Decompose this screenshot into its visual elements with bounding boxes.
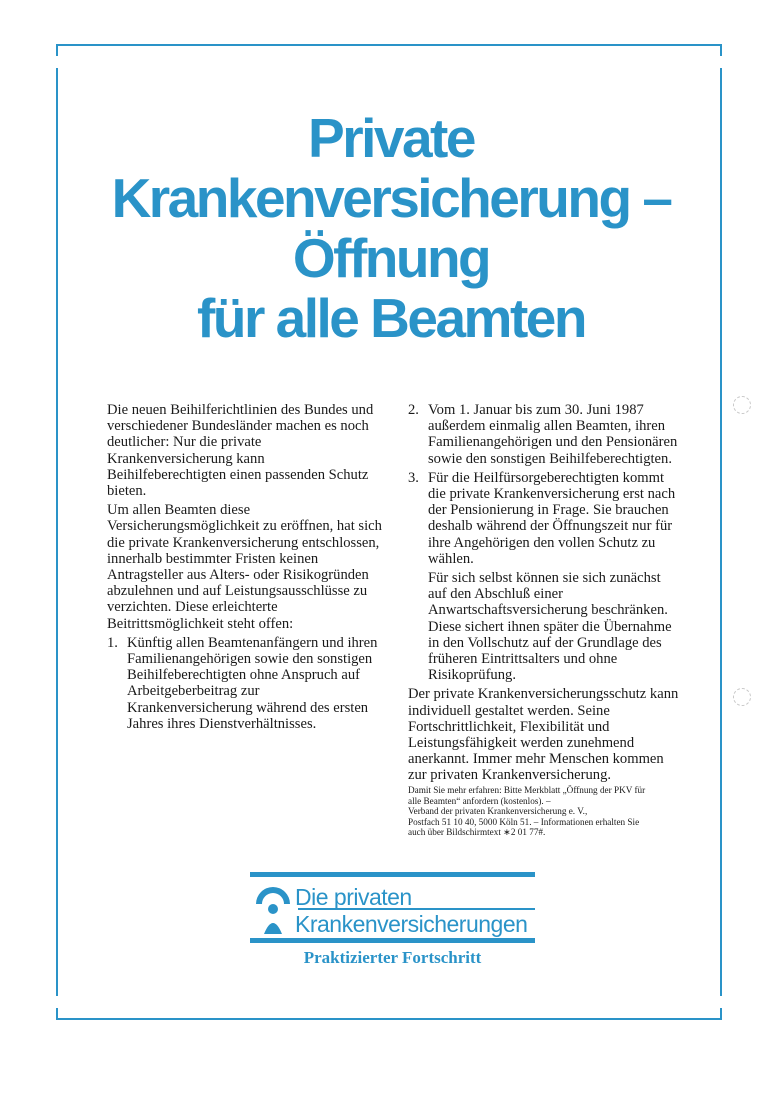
intro-paragraph: Die neuen Beihilferichtlinien des Bundes und verschiedener Bundesländer machen es noch deutlicher: Nur die private Krankenversicherung kann Beihilfeberechtigten einen passenden Schutz bieten.	[107, 402, 374, 500]
list-number: 2.	[408, 402, 419, 418]
list-item-text: Künftig allen Beamtenanfängern und ihren Familienangehörigen sowie den sonstigen Beihilfeberechtigten ohne Anspruch auf Arbeitgeberbeitrag zur Krankenversicherung während des ersten Jahres ihres Dienstverhältnisses.	[127, 634, 378, 732]
list-number: 1.	[107, 634, 118, 651]
logo-rule-top	[250, 872, 535, 877]
list-item-continuation: Für sich selbst können sie sich zunächst auf den Abschluß einer Anwartschaftsversicherung beschränken. Diese sichert ihnen später die Übernahme in den Vollschutz auf der Grundlage des früheren Eintrittsalters und ohne Risikoprüfung.	[428, 570, 672, 684]
punch-hole-mark	[733, 396, 751, 414]
contact-small-print	[408, 785, 683, 838]
title-line-3: Öffnung	[292, 227, 490, 289]
list-number: 3.	[408, 469, 419, 486]
logo-line-1: Die privaten	[295, 884, 412, 910]
list-item	[408, 470, 680, 567]
punch-hole-mark	[733, 688, 751, 706]
title-line-1: Private	[308, 107, 474, 169]
small-print-line: Damit Sie mehr erfahren: Bitte Merkblatt „Öffnung der PKV für	[408, 785, 646, 795]
family-umbrella-icon	[254, 882, 292, 942]
small-print-line: alle Beamten“ anfordern (kostenlos). –	[408, 795, 551, 806]
logo-line-2: Krankenversicherungen	[295, 911, 528, 937]
offer-paragraph: Um allen Beamten diese Versicherungsmöglichkeit zu eröffnen, hat sich die private Krankenversicherung entschlossen, innerhalb bestimmter Fristen keinen Antragsteller aus Alters- oder Risikogründen abzulehnen und auf Leistungsausschlüsse zu verzichten. Diese erleichterte Beitrittsmöglichkeit steht offen:	[107, 502, 382, 632]
left-column	[107, 402, 382, 735]
small-print-line: Postfach 51 10 40, 5000 Köln 51. – Informationen erhalten Sie	[408, 816, 640, 827]
list-item-text: Vom 1. Januar bis zum 30. Juni 1987 außerdem einmalig allen Beamten, ihren Familienangehörigen und den Pensionären sowie den sonstigen Beihilfeberechtigten.	[428, 402, 678, 467]
logo-rule-bottom	[250, 938, 535, 943]
title-line-2: Krankenversicherung –	[111, 167, 671, 229]
slogan: Praktizierter Fortschritt	[303, 948, 482, 967]
closing-paragraph: Der private Krankenversicherungsschutz kann individuell gestaltet werden. Seine Fortschrittlichkeit, Flexibilität und Leistungsfähigkeit werden zunehmend anerkannt. Immer mehr Menschen kommen zur privaten Krankenversicherung.	[408, 686, 679, 784]
list-item	[107, 635, 382, 732]
title-line-4: für alle Beamten	[197, 287, 585, 349]
small-print-line: Verband der privaten Krankenversicherung e. V.,	[408, 806, 588, 817]
page-title	[60, 108, 722, 348]
right-column	[408, 402, 680, 787]
small-print-line: auch über Bildschirmtext ∗2 01 77#.	[408, 827, 546, 838]
logo-wordmark	[295, 884, 527, 938]
list-item	[408, 402, 680, 467]
list-item-text: Für die Heilfürsorgeberechtigten kommt die private Krankenversicherung erst nach der Pensionierung in Frage. Sie brauchen deshalb während der Öffnungszeit nur für ihre Angehörigen den vollen Schutz zu wählen.	[428, 469, 676, 567]
